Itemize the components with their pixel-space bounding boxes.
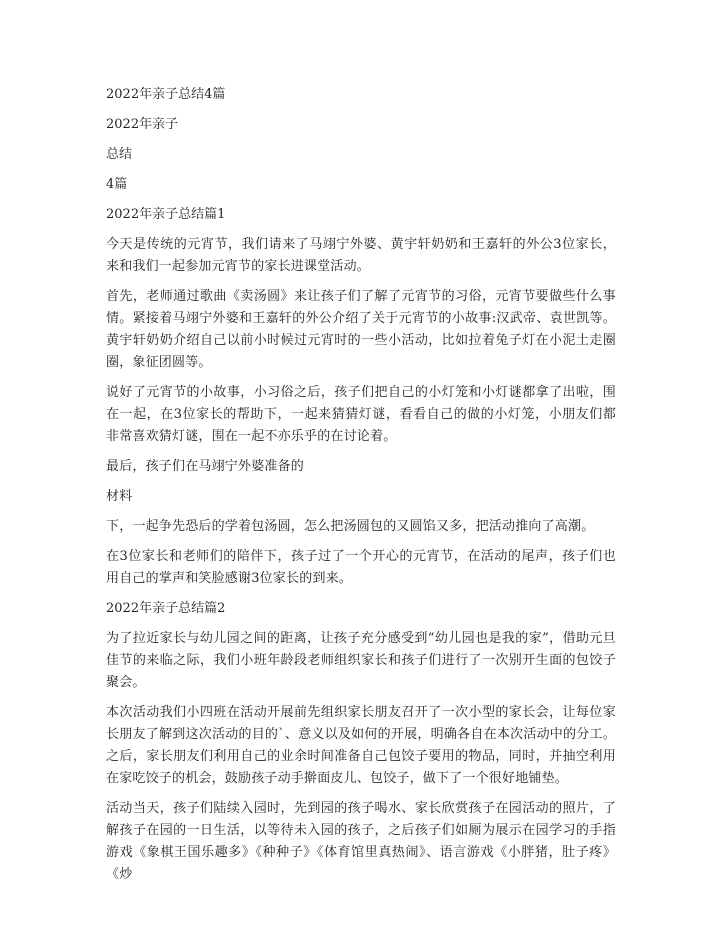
section-heading: 2022年亲子总结篇1 — [106, 207, 226, 222]
paragraph: 本次活动我们小四班在活动开展前先组织家长朋友召开了一次小型的家长会，让每位家长朋友了解到这次活动的目的`、意义以及如何的开展，明确各自在本次活动中的分工。之后，家长朋友们利用自己的业余时间准备自己包饺子要用的物品，同时，并抽空利用在家吃饺子的机会，鼓励孩子动手擀面皮儿、包饺子，做下了一个很好地铺垫。 — [106, 705, 616, 786]
paragraph: 活动当天，孩子们陆续入园时，先到园的孩子喝水、家长欣赏孩子在园活动的照片，了解孩子在园的一日生活，以等待未入园的孩子，之后孩子们如厕为展示在园学习的手指游戏《象棋王国乐趣多》《种种子》《体育馆里真热闹》、语言游戏《小胖猪，肚子疼》《炒 — [106, 801, 616, 882]
section-heading: 2022年亲子总结篇2 — [106, 601, 226, 616]
paragraph: 材料 — [106, 489, 133, 504]
document-title: 2022年亲子总结4篇 — [106, 87, 226, 102]
paragraph: 首先，老师通过歌曲《卖汤圆》来让孩子们了解了元宵节的习俗，元宵节要做些什么事情。紧接着马翊宁外婆和王嘉轩的外公介绍了关于元宵节的小故事:汉武帝、袁世凯等。黄宇轩奶奶介绍自己以前小时候过元宵时的一些小活动，比如拉着兔子灯在小泥土走圈圈，象征团圆等。 — [106, 289, 616, 370]
document-body — [106, 84, 616, 894]
heading-line: 4篇 — [106, 177, 128, 192]
paragraph: 在3位家长和老师们的陪伴下，孩子过了一个开心的元宵节，在活动的尾声，孩子们也用自己的掌声和笑脸感谢3位家长的到来。 — [106, 549, 616, 586]
heading-line: 2022年亲子 — [106, 117, 179, 132]
heading-line: 总结 — [106, 147, 133, 162]
paragraph: 今天是传统的元宵节，我们请来了马翊宁外婆、黄宇轩奶奶和王嘉轩的外公3位家长，来和我们一起参加元宵节的家长进课堂活动。 — [106, 237, 616, 274]
paragraph: 最后，孩子们在马翊宁外婆准备的 — [106, 459, 305, 474]
paragraph: 下，一起争先恐后的学着包汤圆，怎么把汤圆包的又圆馅又多，把活动推向了高潮。 — [106, 519, 595, 534]
paragraph: 为了拉近家长与幼儿园之间的距离，让孩子充分感受到“幼儿园也是我的家”，借助元旦佳节的来临之际，我们小班年龄段老师组织家长和孩子们进行了一次别开生面的包饺子聚会。 — [106, 631, 616, 690]
paragraph: 说好了元宵节的小故事，小习俗之后，孩子们把自己的小灯笼和小灯谜都拿了出啦，围在一起，在3位家长的帮助下，一起来猜猜灯谜，看看自己的做的小灯笼，小朋友们都非常喜欢猜灯谜，围在一起不亦乐乎的在讨论着。 — [106, 385, 616, 444]
